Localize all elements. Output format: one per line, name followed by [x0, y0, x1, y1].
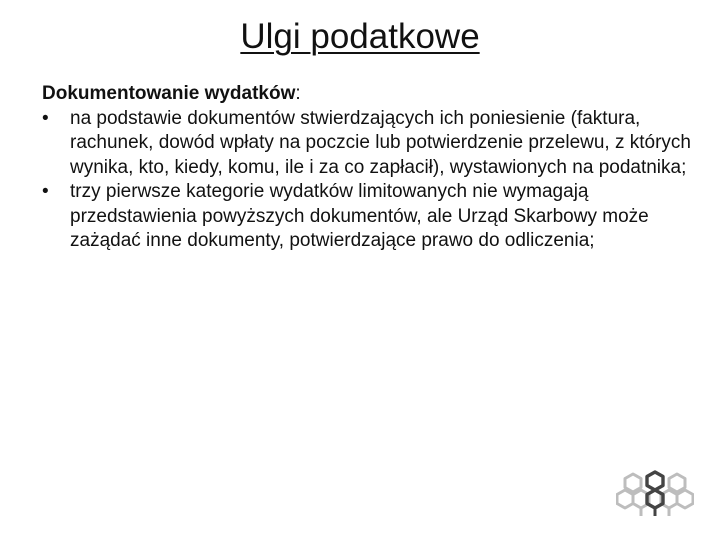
bullet-icon: • [42, 181, 49, 202]
bullet-icon: • [42, 107, 49, 129]
bullet-text: na podstawie dokumentów stwierdzających ich poniesienie (faktura, rachunek, dowód wpłaty na poczcie lub potwierdzenie przelewu, z których wynika, kto, kiedy, komu, ile i za co zapłacił), wystawionych na podatnika; [70, 107, 691, 178]
honeycomb-logo-icon [616, 470, 694, 526]
hexagon-shape [617, 490, 633, 508]
bullet-item-documents [42, 107, 702, 181]
slide-content [42, 82, 702, 254]
section-heading-text: Dokumentowanie wydatków [42, 83, 296, 104]
bullet-list [42, 107, 702, 254]
slide-title: Ulgi podatkowe [240, 17, 480, 56]
bullet-text: trzy pierwsze kategorie wydatków limitowanych nie wymagają przedstawienia powyższych dokumentów, ale Urząd Skarbowy może zażądać inne dokumenty, potwierdzające prawo do odliczenia; [70, 181, 649, 251]
hexagon-shape [677, 490, 693, 508]
hexagon-shape [647, 472, 663, 490]
section-heading-colon: : [295, 83, 301, 104]
bullet-item-limited-expenses [42, 180, 702, 254]
hexagon-shape [625, 474, 641, 492]
honeycomb-logo-graphic [616, 470, 694, 520]
section-heading [42, 82, 702, 107]
hexagon-shape [669, 474, 685, 492]
